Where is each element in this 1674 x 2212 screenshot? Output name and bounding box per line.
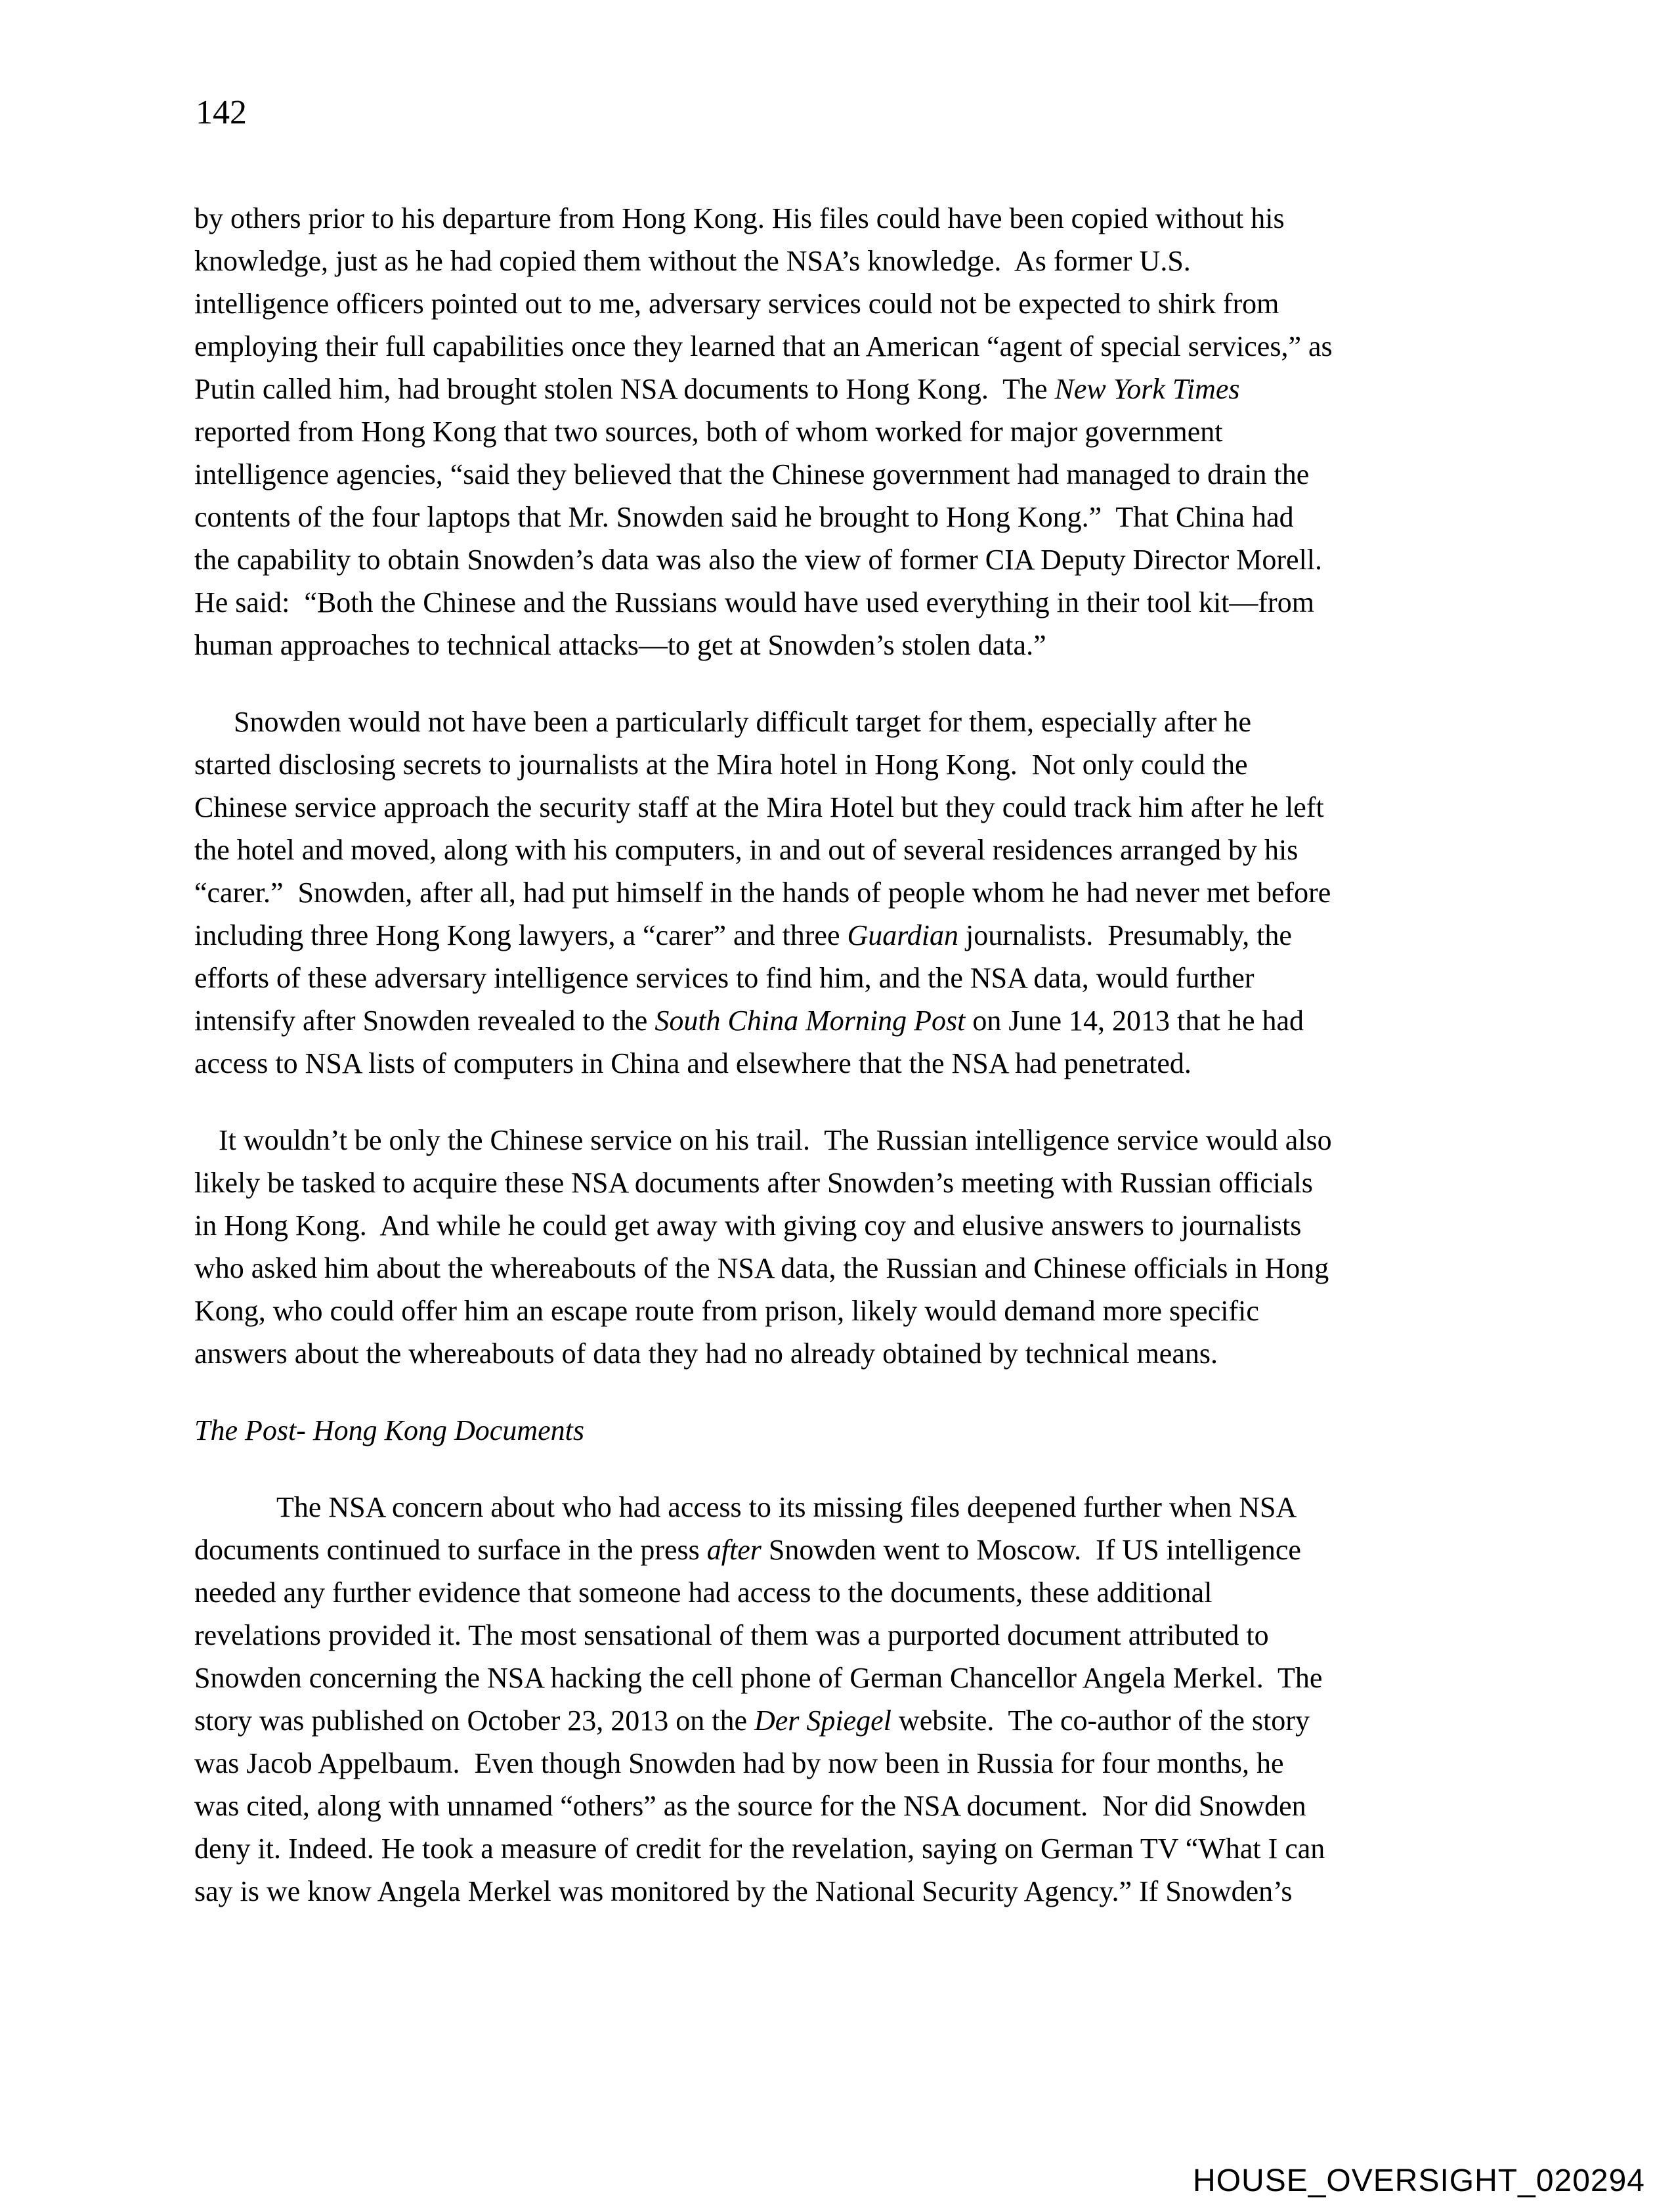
text-segment: deny it. Indeed. He took a measure of credit for the revelation, saying on German TV “What I can	[194, 1832, 1325, 1865]
text-line	[194, 282, 1514, 325]
text-segment: intelligence officers pointed out to me, adversary services could not be expected to shirk from	[194, 288, 1279, 320]
section-heading	[194, 1409, 1514, 1452]
text-line	[194, 999, 1514, 1042]
text-line	[194, 1571, 1514, 1614]
text-segment: contents of the four laptops that Mr. Snowden said he brought to Hong Kong.” That China had	[194, 501, 1294, 533]
text-segment: He said: “Both the Chinese and the Russians would have used everything in their tool kit—from	[194, 586, 1314, 618]
text-line	[194, 1119, 1514, 1161]
text-segment: knowledge, just as he had copied them without the NSA’s knowledge. As former U.S.	[194, 245, 1191, 277]
text-line	[194, 453, 1514, 496]
text-line	[194, 197, 1514, 240]
text-segment: Snowden went to Moscow. If US intelligence	[761, 1534, 1301, 1566]
text-segment: needed any further evidence that someone had access to the documents, these additional	[194, 1576, 1213, 1609]
text-segment: website. The co-author of the story	[891, 1704, 1310, 1737]
text-segment: employing their full capabilities once they learned that an American “agent of special services,” as	[194, 330, 1333, 362]
text-segment: The Post- Hong Kong Documents	[194, 1414, 584, 1446]
text-line	[194, 624, 1514, 666]
text-line	[194, 1870, 1514, 1913]
text-segment: The NSA concern about who had access to its missing files deepened further when NSA	[276, 1491, 1297, 1523]
text-segment: including three Hong Kong lawyers, a “carer” and three	[194, 919, 848, 951]
text-segment: It wouldn’t be only the Chinese service on his trail. The Russian intelligence service would also	[219, 1124, 1332, 1156]
text-segment: New York Times	[1054, 373, 1240, 405]
text-line	[194, 1247, 1514, 1290]
paragraph	[194, 1119, 1514, 1375]
text-segment: revelations provided it. The most sensational of them was a purported document attributed to	[194, 1619, 1269, 1651]
text-segment: Chinese service approach the security staff at the Mira Hotel but they could track him after he left	[194, 791, 1324, 823]
text-line	[194, 1204, 1514, 1247]
text-segment: was Jacob Appelbaum. Even though Snowden had by now been in Russia for four months, he	[194, 1747, 1284, 1779]
text-segment: efforts of these adversary intelligence services to find him, and the NSA data, would further	[194, 962, 1255, 994]
text-line	[194, 368, 1514, 410]
text-line	[194, 786, 1514, 829]
text-segment: Kong, who could offer him an escape route from prison, likely would demand more specific	[194, 1295, 1259, 1327]
text-segment: access to NSA lists of computers in China and elsewhere that the NSA had penetrated.	[194, 1047, 1191, 1079]
text-line	[194, 496, 1514, 538]
text-line	[194, 1409, 1514, 1452]
text-segment: by others prior to his departure from Hong Kong. His files could have been copied without his	[194, 202, 1285, 234]
text-segment: the capability to obtain Snowden’s data was also the view of former CIA Deputy Director Morell.	[194, 544, 1323, 576]
text-line	[194, 957, 1514, 999]
text-segment: story was published on October 23, 2013 on the	[194, 1704, 754, 1737]
text-line	[194, 1657, 1514, 1699]
text-segment: human approaches to technical attacks—to get at Snowden’s stolen data.”	[194, 629, 1046, 661]
text-line	[194, 1699, 1514, 1742]
text-segment: Guardian	[847, 919, 958, 951]
text-segment: intensify after Snowden revealed to the	[194, 1005, 655, 1037]
document-body	[194, 197, 1514, 1913]
text-segment: likely be tasked to acquire these NSA documents after Snowden’s meeting with Russian officials	[194, 1167, 1313, 1199]
paragraph	[194, 1486, 1514, 1913]
text-segment: the hotel and moved, along with his computers, in and out of several residences arranged by his	[194, 834, 1298, 866]
text-segment: South China Morning Post	[655, 1005, 966, 1037]
text-segment: who asked him about the whereabouts of the NSA data, the Russian and Chinese officials in Hong	[194, 1252, 1329, 1284]
text-line	[194, 829, 1514, 871]
text-line	[194, 1042, 1514, 1085]
text-line	[194, 1290, 1514, 1332]
text-line	[194, 701, 1514, 743]
text-segment: on June 14, 2013 that he had	[965, 1005, 1304, 1037]
text-segment: reported from Hong Kong that two sources, both of whom worked for major government	[194, 416, 1223, 448]
text-segment: Snowden would not have been a particularly difficult target for them, especially after he	[234, 706, 1252, 738]
text-segment: after	[706, 1534, 762, 1566]
text-line	[194, 538, 1514, 581]
text-segment: Snowden concerning the NSA hacking the cell phone of German Chancellor Angela Merkel. The	[194, 1662, 1323, 1694]
text-line	[194, 743, 1514, 786]
text-line	[194, 1614, 1514, 1657]
text-segment: was cited, along with unnamed “others” as the source for the NSA document. Nor did Snowden	[194, 1790, 1306, 1822]
text-line	[194, 1332, 1514, 1375]
text-segment: intelligence agencies, “said they believed that the Chinese government had managed to drain the	[194, 458, 1310, 490]
text-segment: journalists. Presumably, the	[958, 919, 1292, 951]
text-line	[194, 325, 1514, 368]
text-line	[194, 1529, 1514, 1571]
text-line	[194, 581, 1514, 624]
text-segment: say is we know Angela Merkel was monitored by the National Security Agency.” If Snowden’s	[194, 1875, 1293, 1907]
text-segment: “carer.” Snowden, after all, had put himself in the hands of people whom he had never met before	[194, 877, 1331, 909]
paragraph	[194, 197, 1514, 666]
text-segment: in Hong Kong. And while he could get away with giving coy and elusive answers to journalists	[194, 1209, 1302, 1242]
text-segment: Putin called him, had brought stolen NSA documents to Hong Kong. The	[194, 373, 1055, 405]
text-line	[194, 240, 1514, 282]
text-line	[194, 1486, 1514, 1529]
text-line	[194, 871, 1514, 914]
page-number: 142	[196, 94, 247, 131]
text-line	[194, 914, 1514, 957]
text-line	[194, 1785, 1514, 1827]
text-line	[194, 1161, 1514, 1204]
text-line	[194, 410, 1514, 453]
paragraph	[194, 701, 1514, 1085]
text-segment: documents continued to surface in the press	[194, 1534, 707, 1566]
text-segment: answers about the whereabouts of data they had no already obtained by technical means.	[194, 1337, 1218, 1370]
text-segment: Der Spiegel	[754, 1704, 891, 1737]
text-line	[194, 1827, 1514, 1870]
text-segment: started disclosing secrets to journalists at the Mira hotel in Hong Kong. Not only could the	[194, 748, 1248, 781]
footer-bates-stamp: HOUSE_OVERSIGHT_020294	[1193, 2163, 1645, 2198]
text-line	[194, 1742, 1514, 1785]
